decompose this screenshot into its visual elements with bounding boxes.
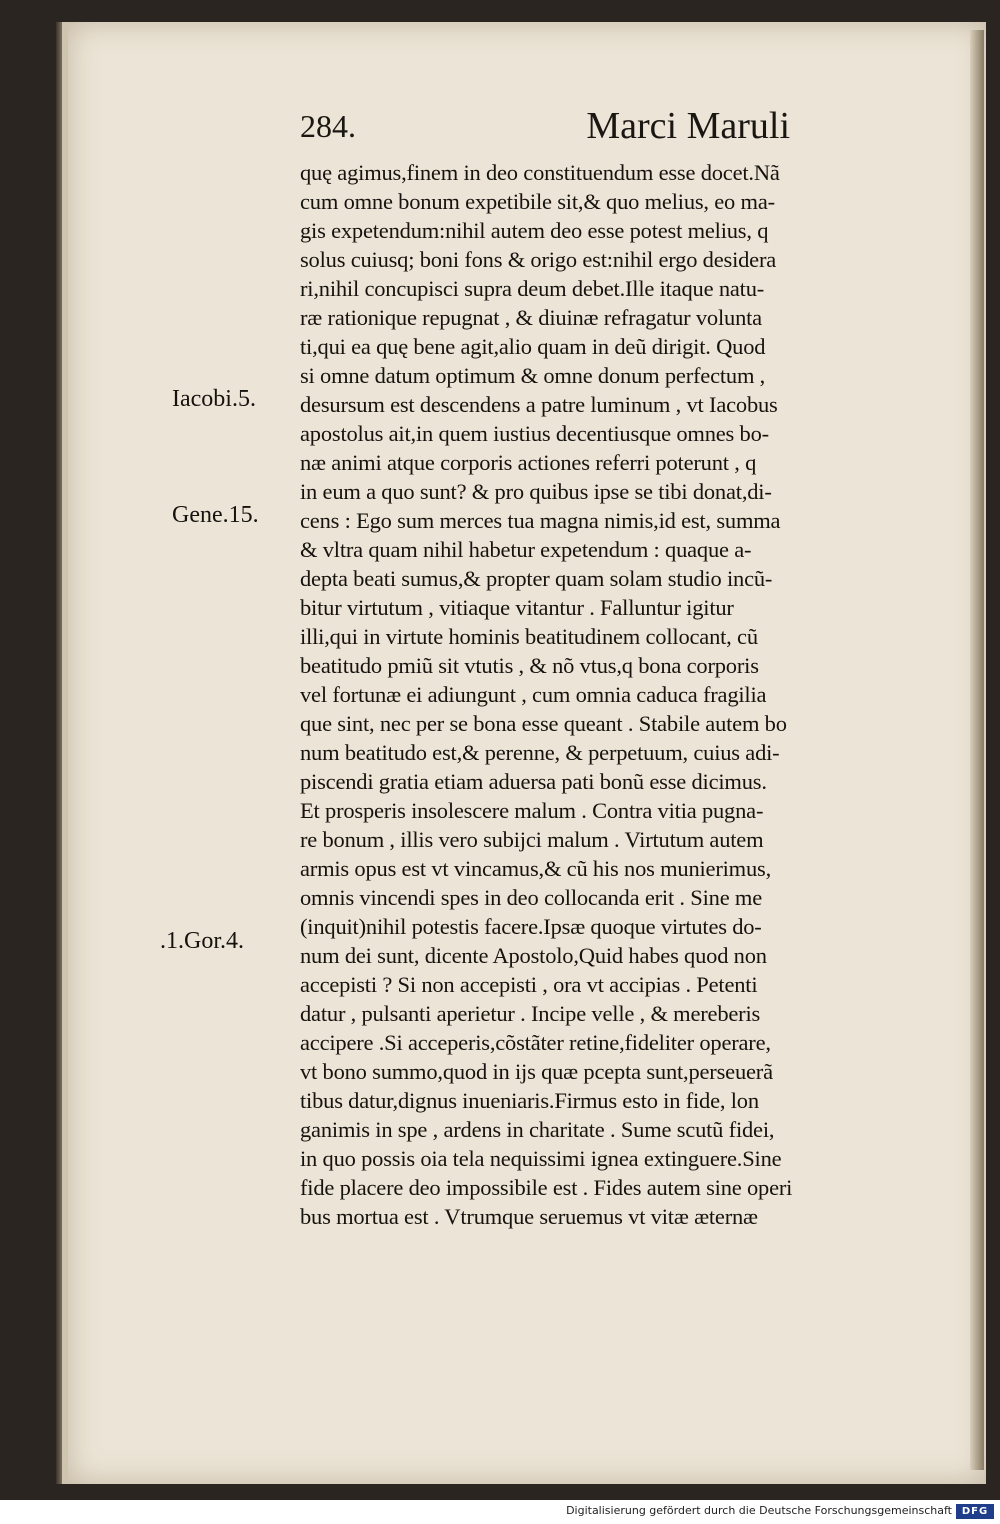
marginal-note: Iacobi.5. xyxy=(172,386,256,412)
text-line: re bonum , illis vero subijci malum . Virtutum autem xyxy=(300,827,764,852)
text-line: vt bono summo,quod in ijs quæ pcepta sunt,perseuerã xyxy=(300,1059,773,1084)
text-line: solus cuiusq; boni fons & origo est:nihil ergo desidera xyxy=(300,247,777,272)
text-line: piscendi gratia etiam aduersa pati bonũ esse dicimus. xyxy=(300,769,767,794)
text-line: tibus datur,dignus inueniaris.Firmus esto in fide, lon xyxy=(300,1088,759,1113)
text-line: bus mortua est . Vtrumque seruemus vt vitæ æternæ xyxy=(300,1204,758,1229)
text-line: (inquit)nihil potestis facere.Ipsæ quoque virtutes do- xyxy=(300,914,762,939)
body-text xyxy=(300,158,950,1231)
text-line: fide placere deo impossibile est . Fides autem sine operi xyxy=(300,1175,793,1200)
running-head: Marci Maruli xyxy=(586,105,790,147)
text-line: illi,qui in virtute hominis beatitudinem collocant, cũ xyxy=(300,624,758,649)
text-line: ri,nihil concupisci supra deum debet.Ille itaque natu- xyxy=(300,276,765,301)
marginal-note: .1.Gor.4. xyxy=(160,928,244,954)
page-number: 284. xyxy=(300,108,356,144)
text-line: que sint, nec per se bona esse queant . Stabile autem bo xyxy=(300,711,787,736)
text-line: bitur virtutum , vitiaque vitantur . Falluntur igitur xyxy=(300,595,734,620)
text-line: Et prosperis insolescere malum . Contra vitia pugna- xyxy=(300,798,764,823)
funding-notice: Digitalisierung gefördert durch die Deutsche Forschungsgemeinschaft xyxy=(566,1504,952,1517)
text-line: & vltra quam nihil habetur expetendum : quaque a- xyxy=(300,537,752,562)
dfg-logo: DFG xyxy=(956,1504,994,1519)
text-line: depta beati sumus,& propter quam solam studio incũ- xyxy=(300,566,773,591)
text-line: armis opus est vt vincamus,& cũ his nos munierimus, xyxy=(300,856,772,881)
page-edge xyxy=(970,30,984,1470)
footer-bar xyxy=(0,1500,1000,1524)
text-line: gis expetendum:nihil autem deo esse potest melius, q xyxy=(300,218,769,243)
text-line: si omne datum optimum & omne donum perfectum , xyxy=(300,363,766,388)
text-line: datur , pulsanti aperietur . Incipe velle , & mereberis xyxy=(300,1001,761,1026)
text-line: accipere .Si acceperis,cõstãter retine,fideliter operare, xyxy=(300,1030,771,1055)
text-line: ganimis in spe , ardens in charitate . Sume scutũ fidei, xyxy=(300,1117,775,1142)
text-line: apostolus ait,in quem iustius decentiusque omnes bo- xyxy=(300,421,769,446)
text-line: in eum a quo sunt? & pro quibus ipse se tibi donat,di- xyxy=(300,479,772,504)
text-line: in quo possis oia tela nequissimi ignea extinguere.Sine xyxy=(300,1146,782,1171)
text-line: beatitudo pmiũ sit vtutis , & nõ vtus,q bona corporis xyxy=(300,653,759,678)
text-line: quę agimus,finem in deo constituendum esse docet.Nã xyxy=(300,160,780,185)
page-header xyxy=(300,100,790,156)
text-line: desursum est descendens a patre luminum , vt Iacobus xyxy=(300,392,778,417)
text-line: omnis vincendi spes in deo collocanda erit . Sine me xyxy=(300,885,762,910)
text-line: ti,qui ea quę bene agit,alio quam in deũ dirigit. Quod xyxy=(300,334,766,359)
text-line: accepisti ? Si non accepisti , ora vt accipias . Petenti xyxy=(300,972,758,997)
text-line: cum omne bonum expetibile sit,& quo melius, eo ma- xyxy=(300,189,775,214)
text-line: num beatitudo est,& perenne, & perpetuum, cuius adi- xyxy=(300,740,780,765)
text-line: ræ rationique repugnat , & diuinæ refragatur volunta xyxy=(300,305,762,330)
text-line: vel fortunæ ei adiungunt , cum omnia caduca fragilia xyxy=(300,682,767,707)
text-line: num dei sunt, dicente Apostolo,Quid habes quod non xyxy=(300,943,767,968)
text-line: cens : Ego sum merces tua magna nimis,id est, summa xyxy=(300,508,781,533)
marginal-note: Gene.15. xyxy=(172,502,259,528)
text-line: næ animi atque corporis actiones referri poterunt , q xyxy=(300,450,757,475)
